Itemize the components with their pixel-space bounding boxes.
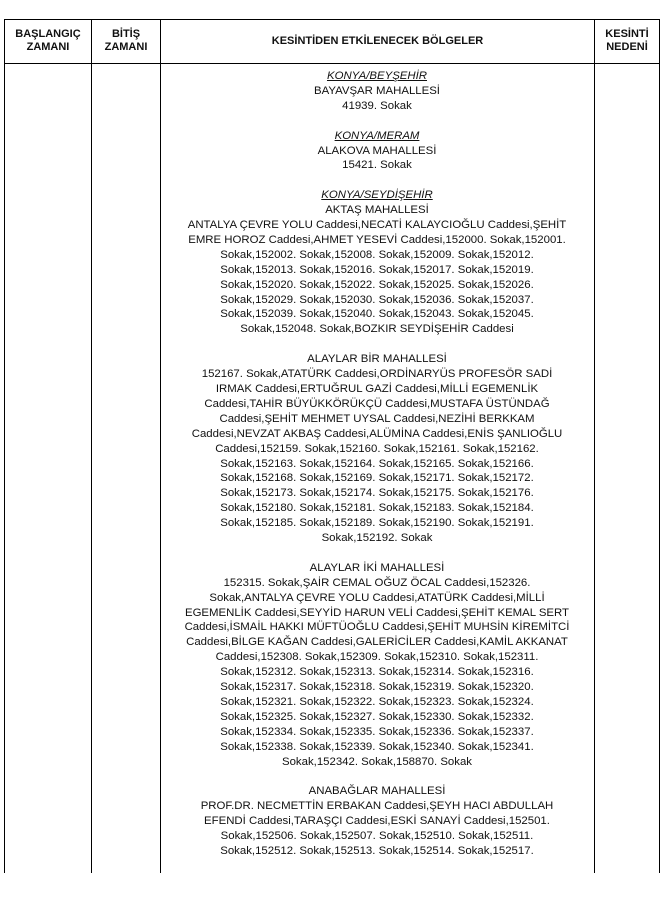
column-divider-2	[160, 19, 161, 873]
column-divider-1	[91, 19, 92, 873]
header-reason-line-1: KESİNTİ	[605, 28, 649, 40]
header-end-time	[92, 19, 160, 63]
header-reason-line-2: NEDENİ	[606, 41, 648, 53]
street-list-line: Sokak,152321. Sokak,152322. Sokak,152323. Sokak,152324.	[220, 696, 534, 708]
street-list-line: 41939. Sokak	[342, 99, 412, 112]
city-district-heading: KONYA/MERAM	[334, 129, 420, 142]
street-list-line: Sokak,152180. Sokak,152181. Sokak,152183. Sokak,152184.	[220, 502, 534, 515]
neighborhood-name: ANABAĞLAR MAHALLESİ	[308, 785, 446, 798]
street-list-line: Caddesi,BİLGE KAĞAN Caddesi,GALERİCİLER Caddesi,KAMİL AKKANAT	[186, 636, 568, 649]
street-list-line: Sokak,152317. Sokak,152318. Sokak,152319. Sokak,152320.	[220, 681, 534, 694]
neighborhood-name: ALAKOVA MAHALLESİ	[317, 144, 437, 157]
region-block	[163, 561, 591, 770]
street-list-line: Sokak,ANTALYA ÇEVRE YOLU Caddesi,ATATÜRK Caddesi,MİLLİ	[209, 591, 545, 604]
region-block	[163, 69, 591, 114]
header-end-line-2: ZAMANI	[104, 41, 148, 53]
header-outage-reason	[595, 19, 659, 63]
street-list-line: Sokak,152048. Sokak,BOZKIR SEYDİŞEHİR Caddesi	[240, 323, 514, 336]
street-list-line: Caddesi,ŞEHİT MEHMET UYSAL Caddesi,NEZİHİ BERKKAM	[219, 412, 535, 425]
street-list-line: Sokak,152192. Sokak	[321, 532, 433, 545]
neighborhood-name: ALAYLAR İKİ MAHALLESİ	[309, 561, 445, 574]
header-affected-regions	[161, 19, 594, 63]
region-block	[163, 188, 591, 337]
street-list-line: EGEMENLİK Caddesi,SEYYİD HARUN VELİ Caddesi,ŞEHİT KEMAL SERT	[184, 606, 570, 619]
street-list-line: PROF.DR. NECMETTİN ERBAKAN Caddesi,ŞEYH HACI ABDULLAH	[200, 800, 554, 813]
street-list-line: Sokak,152506. Sokak,152507. Sokak,152510. Sokak,152511.	[220, 830, 534, 843]
street-list-line: Sokak,152342. Sokak,158870. Sokak	[282, 755, 472, 768]
street-list-line: Caddesi,152159. Sokak,152160. Sokak,152161. Sokak,152162.	[215, 442, 539, 455]
table-border-right	[659, 19, 660, 873]
city-district-heading: KONYA/SEYDİŞEHİR	[321, 189, 433, 202]
street-list-line: ANTALYA ÇEVRE YOLU Caddesi,NECATİ KALAYCIOĞLU Caddesi,ŞEHİT	[187, 219, 567, 232]
street-list-line: Sokak,152020. Sokak,152022. Sokak,152025. Sokak,152026.	[220, 278, 534, 291]
street-list-line: Caddesi,152308. Sokak,152309. Sokak,152310. Sokak,152311.	[215, 651, 539, 664]
street-list-line: Caddesi,TAHİR BÜYÜKKÖRÜKÇÜ Caddesi,MUSTAFA ÜSTÜNDAĞ	[204, 397, 550, 410]
region-block	[163, 352, 591, 546]
outage-table	[4, 19, 660, 873]
city-district-heading: KONYA/BEYŞEHİR	[326, 70, 428, 82]
affected-regions-cell	[163, 69, 591, 859]
region-block	[163, 784, 591, 859]
street-list-line: Sokak,152013. Sokak,152016. Sokak,152017. Sokak,152019.	[220, 263, 534, 276]
street-list-line: Caddesi,NEVZAT AKBAŞ Caddesi,ALÜMİNA Caddesi,ENİS ŞANLIOĞLU	[191, 427, 563, 440]
street-list-line: Sokak,152185. Sokak,152189. Sokak,152190. Sokak,152191.	[220, 517, 534, 530]
street-list-line: Sokak,152039. Sokak,152040. Sokak,152043. Sokak,152045.	[220, 308, 534, 321]
street-list-line: IRMAK Caddesi,ERTUĞRUL GAZİ Caddesi,MİLLİ EGEMENLİK	[215, 382, 539, 395]
neighborhood-name: BAYAVŞAR MAHALLESİ	[314, 84, 440, 97]
street-list-line: 15421. Sokak	[342, 159, 412, 172]
street-list-line: Sokak,152338. Sokak,152339. Sokak,152340. Sokak,152341.	[220, 740, 534, 753]
header-start-time	[5, 19, 91, 63]
header-regions-label: KESİNTİDEN ETKİLENECEK BÖLGELER	[271, 34, 484, 47]
header-start-line-2: ZAMANI	[26, 41, 70, 53]
table-border-left	[4, 19, 5, 873]
street-list-line: Sokak,152512. Sokak,152513. Sokak,152514. Sokak,152517.	[220, 845, 534, 858]
column-divider-3	[594, 19, 595, 873]
street-list-line: Sokak,152002. Sokak,152008. Sokak,152009. Sokak,152012.	[220, 248, 534, 261]
street-list-line: EMRE HOROZ Caddesi,AHMET YESEVİ Caddesi,152000. Sokak,152001.	[188, 233, 566, 246]
street-list-line: Caddesi,İSMAİL HAKKI MÜFTÜOĞLU Caddesi,ŞEHİT MUHSİN KİREMİTCİ	[184, 621, 570, 634]
neighborhood-name: ALAYLAR BİR MAHALLESİ	[307, 353, 447, 366]
header-divider	[4, 63, 660, 64]
street-list-line: Sokak,152334. Sokak,152335. Sokak,152336. Sokak,152337.	[220, 725, 534, 738]
street-list-line: 152167. Sokak,ATATÜRK Caddesi,ORDİNARYÜS PROFESÖR SADİ	[201, 368, 553, 381]
street-list-line: 152315. Sokak,ŞAİR CEMAL OĞUZ ÖCAL Caddesi,152326.	[223, 576, 531, 589]
header-start-line-1: BAŞLANGIÇ	[15, 28, 81, 40]
street-list-line: Sokak,152168. Sokak,152169. Sokak,152171. Sokak,152172.	[220, 472, 534, 485]
header-end-line-1: BİTİŞ	[111, 28, 141, 40]
region-block	[163, 129, 591, 174]
street-list-line: Sokak,152163. Sokak,152164. Sokak,152165. Sokak,152166.	[220, 457, 534, 470]
street-list-line: Sokak,152029. Sokak,152030. Sokak,152036. Sokak,152037.	[220, 293, 534, 306]
street-list-line: Sokak,152325. Sokak,152327. Sokak,152330. Sokak,152332.	[220, 710, 534, 723]
neighborhood-name: AKTAŞ MAHALLESİ	[325, 204, 429, 217]
street-list-line: EFENDİ Caddesi,TARAŞÇI Caddesi,ESKİ SANAYİ Caddesi,152501.	[204, 815, 550, 828]
street-list-line: Sokak,152173. Sokak,152174. Sokak,152175. Sokak,152176.	[220, 487, 534, 500]
street-list-line: Sokak,152312. Sokak,152313. Sokak,152314. Sokak,152316.	[220, 666, 534, 679]
